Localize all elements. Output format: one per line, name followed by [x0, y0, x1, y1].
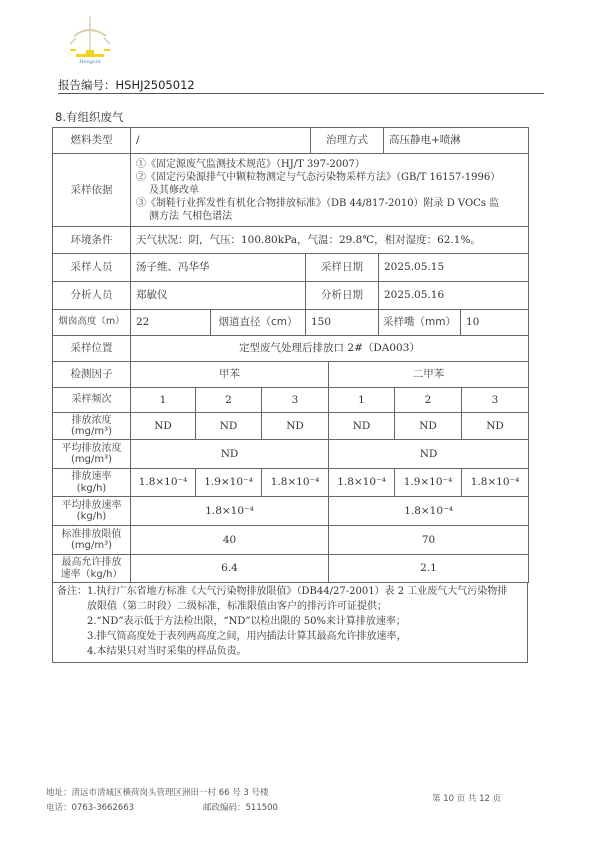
table-cell: 1.9×10⁻⁴ — [196, 469, 262, 497]
table-cell: ND — [395, 413, 462, 440]
table-cell-toluene: 40 — [131, 526, 329, 555]
table-cell: 3 — [462, 388, 529, 413]
table-cell: 2 — [196, 388, 262, 413]
env-value: 天气状况：阴，气压：100.80kPa，气温：29.8℃，相对湿度：62.1%。 — [131, 227, 529, 254]
table-cell-toluene: 6.4 — [131, 555, 329, 583]
header-divider — [58, 93, 544, 94]
table-row — [52, 440, 529, 469]
basis-item: 测方法 气相色谱法 — [149, 210, 233, 222]
remark-line: 2.“ND”表示低于方法检出限，“ND”以检出限的 50%来计算排放速率； — [87, 616, 406, 627]
table-cell: 1.8×10⁻⁴ — [329, 469, 395, 497]
row-label: 标准排放限值 (mg/m³) — [53, 526, 131, 555]
svg-text:Hengxin: Hengxin — [79, 59, 101, 64]
sample-date-label: 采样日期 — [306, 254, 379, 282]
remark-line: 备注：1.执行广东省地方标准《大气污染物排放限值》（DB44/27-2001）表 2 工业废气大气污染物排 — [57, 586, 508, 597]
location-value: 定型废气处理后排放口 2#（DA003） — [131, 336, 529, 362]
report-number: 报告编号：HSHJ2505012 — [58, 78, 195, 92]
table-cell: ND — [196, 413, 262, 440]
flue-diameter-value: 150 — [306, 310, 379, 336]
nozzle-value: 10 — [461, 310, 529, 336]
table-cell-toluene: ND — [131, 440, 329, 469]
row-label: 平均排放速率 (kg/h) — [53, 497, 131, 526]
table-cell: ND — [131, 413, 196, 440]
basis-label: 采样依据 — [53, 154, 131, 227]
table-cell: 1.8×10⁻⁴ — [462, 469, 529, 497]
basis-item: ③《制鞋行业挥发性有机化合物排放标准》（DB 44/817-2010）附录 D VOCs 监 — [136, 197, 500, 209]
table-row — [52, 469, 529, 497]
factor-label: 检测因子 — [53, 362, 131, 388]
table-cell: ND — [329, 413, 395, 440]
fuel-value: / — [131, 127, 311, 154]
table-cell: ND — [262, 413, 329, 440]
page-number: 第 10 页 共 12 页 — [432, 794, 502, 804]
basis-item: 及其修改单 — [149, 184, 199, 196]
footer-address: 地址：清远市清城区横荷岗头管理区洲田一村 66 号 3 号楼 — [46, 788, 269, 798]
row-label: 排放速率 (kg/h) — [53, 469, 131, 497]
stack-height-value: 22 — [131, 310, 211, 336]
stack-height-label: 烟囱高度（m） — [53, 310, 131, 336]
remark-line: 放限值（第二时段）二级标准，标准限值由客户的排污许可证提供； — [87, 601, 387, 612]
flue-diameter-label: 烟道直径（cm） — [211, 310, 306, 336]
table-row — [52, 388, 529, 413]
table-cell-toluene: 1.8×10⁻⁴ — [131, 497, 329, 526]
fuel-label: 燃料类型 — [53, 127, 131, 154]
section-title: 8.有组织废气 — [55, 110, 124, 124]
table-cell: 3 — [262, 388, 329, 413]
table-row — [52, 497, 529, 526]
table-cell-xylene: 2.1 — [329, 555, 529, 583]
analyst-value: 郑敏仪 — [131, 282, 306, 310]
table-cell-xylene: 1.8×10⁻⁴ — [329, 497, 529, 526]
basis-item: ②《固定污染源排气中颗粒物测定与气态污染物采样方法》（GB/T 16157-1996） — [136, 171, 501, 183]
basis-item: ①《固定源废气监测技术规范》（HJ/T 397-2007） — [136, 158, 365, 170]
table-row — [52, 526, 529, 555]
env-label: 环境条件 — [53, 227, 131, 254]
table-cell-xylene: 70 — [329, 526, 529, 555]
nozzle-label: 采样嘴（mm） — [379, 310, 461, 336]
footer-postcode: 邮政编码：511500 — [203, 803, 278, 813]
factor-xylene: 二甲苯 — [329, 362, 529, 388]
row-label: 采样频次 — [53, 388, 131, 413]
company-logo — [66, 14, 114, 64]
factor-toluene: 甲苯 — [131, 362, 329, 388]
analysis-date-label: 分析日期 — [306, 282, 379, 310]
table-cell: 1 — [131, 388, 196, 413]
table-row — [52, 413, 529, 440]
footer-phone: 电话：0763-3662663 — [46, 803, 135, 813]
row-label: 平均排放浓度 (mg/m³) — [53, 440, 131, 469]
analysis-date-value: 2025.05.16 — [379, 282, 529, 310]
table-row — [52, 555, 529, 583]
table-cell: 2 — [395, 388, 462, 413]
sample-date-value: 2025.05.15 — [379, 254, 529, 282]
row-label: 排放浓度 (mg/m³) — [53, 413, 131, 440]
basis-list — [131, 154, 529, 227]
table-cell: 1.8×10⁻⁴ — [262, 469, 329, 497]
row-label: 最高允许排放 速率（kg/h） — [53, 555, 131, 583]
remark-line: 4.本结果只对当时采集的样品负责。 — [87, 646, 247, 657]
location-label: 采样位置 — [53, 336, 131, 362]
remarks — [52, 583, 528, 663]
table-cell: 1.9×10⁻⁴ — [395, 469, 462, 497]
table-cell-xylene: ND — [329, 440, 529, 469]
table-cell: 1.8×10⁻⁴ — [131, 469, 196, 497]
table-cell: 1 — [329, 388, 395, 413]
treatment-label: 治理方式 — [311, 127, 384, 154]
treatment-value: 高压静电+喷淋 — [384, 127, 529, 154]
table-cell: ND — [462, 413, 529, 440]
analyst-label: 分析人员 — [53, 282, 131, 310]
remark-line: 3.排气筒高度处于表列两高度之间，用内插法计算其最高允许排放速率， — [87, 631, 407, 642]
sampler-label: 采样人员 — [53, 254, 131, 282]
sampler-value: 汤子维、冯华华 — [131, 254, 306, 282]
